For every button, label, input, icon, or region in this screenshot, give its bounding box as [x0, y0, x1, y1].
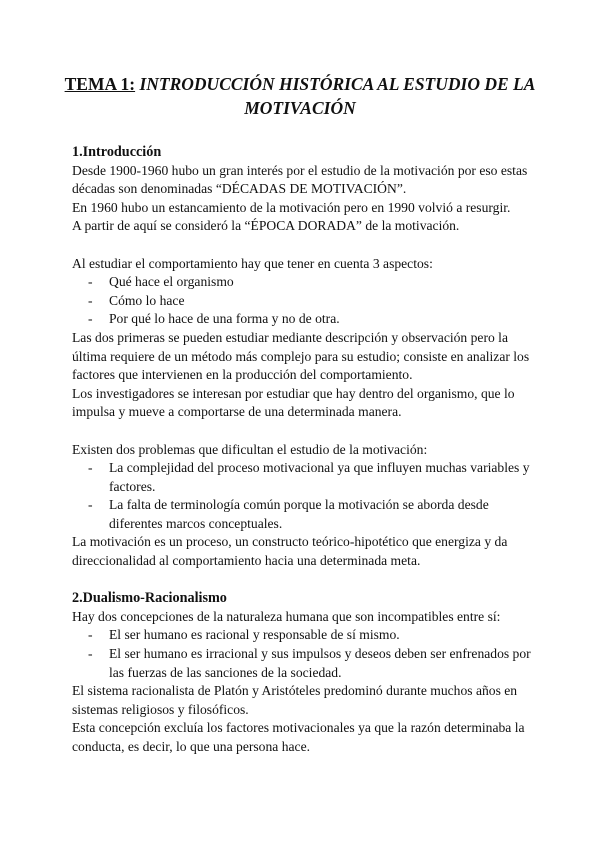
- paragraph: En 1960 hubo un estancamiento de la motivación pero en 1990 volvió a resurgir.: [72, 199, 511, 215]
- list-item: - El ser humano es irracional y sus impulsos y deseos deben ser enfrenados por las fuerzas de las sanciones de la sociedad.: [72, 645, 542, 682]
- paragraph: Esta concepción excluía los factores motivacionales ya que la razón determinaba la conducta, es decir, lo que una persona hace.: [72, 720, 525, 754]
- list-item: - La complejidad del proceso motivacional ya que influyen muchas variables y factores.: [72, 459, 542, 496]
- blank-line: [72, 422, 542, 441]
- blank-line: [72, 236, 542, 255]
- document-body: [72, 143, 542, 757]
- paragraph: Existen dos problemas que dificultan el estudio de la motivación:: [72, 441, 428, 457]
- title-label: TEMA 1:: [64, 74, 136, 94]
- document-title: [60, 72, 540, 120]
- paragraph: Al estudiar el comportamiento hay que tener en cuenta 3 aspectos:: [72, 255, 433, 271]
- blank-line: [72, 571, 542, 590]
- list-item: - Por qué lo hace de una forma y no de otra.: [72, 310, 542, 329]
- list-item: - El ser humano es racional y responsable de sí mismo.: [72, 626, 542, 645]
- problems-list: [72, 459, 542, 533]
- paragraph: Los investigadores se interesan por estudiar que hay dentro del organismo, que lo impulsa y mueve a comportarse de una determinada manera.: [72, 385, 515, 420]
- paragraph: Las dos primeras se pueden estudiar mediante descripción y observación pero la última requiere de un método más complejo para su estudio; consiste en analizar los factores que intervienen en la producción del comportamiento.: [72, 329, 530, 383]
- title-text: INTRODUCCIÓN HISTÓRICA AL ESTUDIO DE LA MOTIVACIÓN: [139, 74, 536, 118]
- paragraph: A partir de aquí se consideró la “ÉPOCA DORADA” de la motivación.: [72, 218, 460, 234]
- list-item: - Cómo lo hace: [72, 292, 542, 311]
- section-2-heading: 2.Dualismo-Racionalismo: [72, 590, 227, 607]
- list-item: - La falta de terminología común porque la motivación se aborda desde diferentes marcos conceptuales.: [72, 496, 542, 533]
- paragraph: Hay dos concepciones de la naturaleza humana que son incompatibles entre sí:: [72, 608, 501, 624]
- list-item: - Qué hace el organismo: [72, 273, 542, 292]
- section-1-heading: 1.Introducción: [72, 144, 162, 160]
- aspects-list: [72, 273, 542, 329]
- paragraph: El sistema racionalista de Platón y Aristóteles predominó durante muchos años en sistemas religiosos y filosóficos.: [72, 683, 518, 717]
- paragraph: Desde 1900-1960 hubo un gran interés por el estudio de la motivación por eso estas décadas son denominadas “DÉCADAS DE MOTIVACIÓN”.: [72, 162, 528, 197]
- paragraph: La motivación es un proceso, un constructo teórico-hipotético que energiza y da direccionalidad al comportamiento hacia una determinada meta.: [72, 534, 508, 569]
- conceptions-list: [72, 626, 542, 682]
